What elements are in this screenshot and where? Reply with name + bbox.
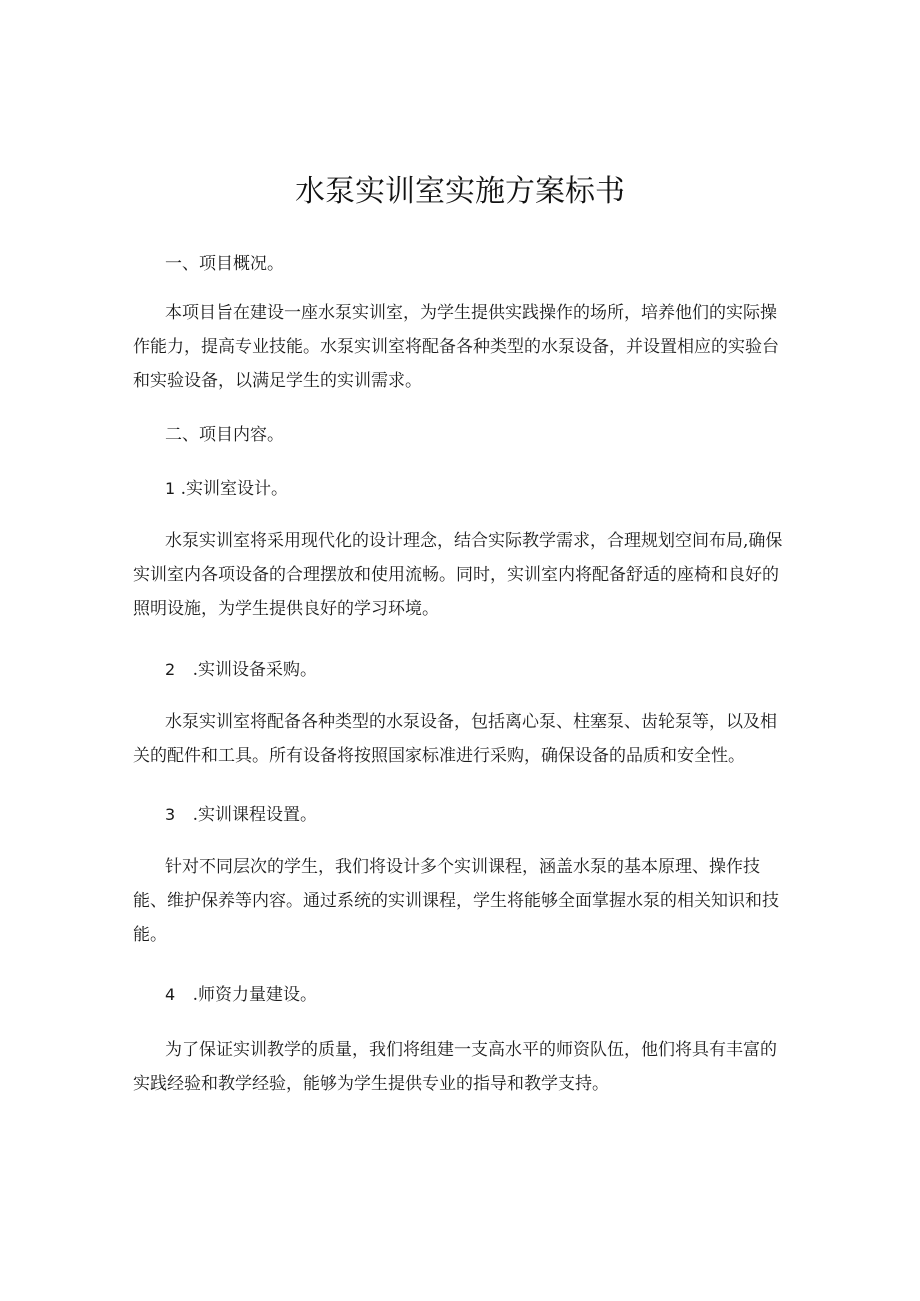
item-number-2: 2 — [165, 660, 176, 679]
item-number-3: 3 — [165, 805, 176, 824]
section-heading-overview: 一、项目概况。 — [165, 254, 284, 274]
item-number-4: 4 — [165, 985, 176, 1004]
paragraph-item-2: 水泵实训室将配备各种类型的水泵设备，包括离心泵、柱塞泵、齿轮泵等，以及相关的配件和工具。所有设备将按照国家标准进行采购，确保设备的品质和安全性。 — [133, 712, 777, 766]
item-heading-2 — [165, 653, 825, 687]
item-heading-1-text: .实训室设计。 — [180, 479, 288, 499]
item-heading-4 — [165, 978, 825, 1012]
paragraph-item-3: 针对不同层次的学生，我们将设计多个实训课程，涵盖水泵的基本原理、操作技能、维护保养等内容。通过系统的实训课程，学生将能够全面掌握水泵的相关知识和技能。 — [133, 857, 779, 945]
item-heading-2-text: .实训设备采购。 — [192, 660, 317, 680]
paragraph-item-4: 为了保证实训教学的质量，我们将组建一支高水平的师资队伍，他们将具有丰富的实践经验和教学经验，能够为学生提供专业的指导和教学支持。 — [133, 1040, 777, 1094]
paragraph-item-1: 水泵实训室将采用现代化的设计理念，结合实际教学需求，合理规划空间布局,确保实训室内各项设备的合理摆放和使用流畅。同时，实训室内将配备舒适的座椅和良好的照明设施，为学生提供良好的学习环境。 — [133, 531, 783, 619]
item-heading-4-text: .师资力量建设。 — [192, 985, 317, 1005]
item-number-1: 1 — [165, 479, 176, 498]
paragraph-overview: 本项目旨在建设一座水泵实训室，为学生提供实践操作的场所，培养他们的实际操作能力，提高专业技能。水泵实训室将配备各种类型的水泵设备，并设置相应的实验台和实验设备，以满足学生的实训需求。 — [133, 303, 779, 391]
item-heading-1 — [165, 472, 825, 506]
item-heading-3-text: .实训课程设置。 — [192, 805, 317, 825]
section-heading-content: 二、项目内容。 — [165, 425, 284, 445]
item-heading-3 — [165, 798, 825, 832]
document-title: 水泵实训室实施方案标书 — [295, 174, 625, 209]
